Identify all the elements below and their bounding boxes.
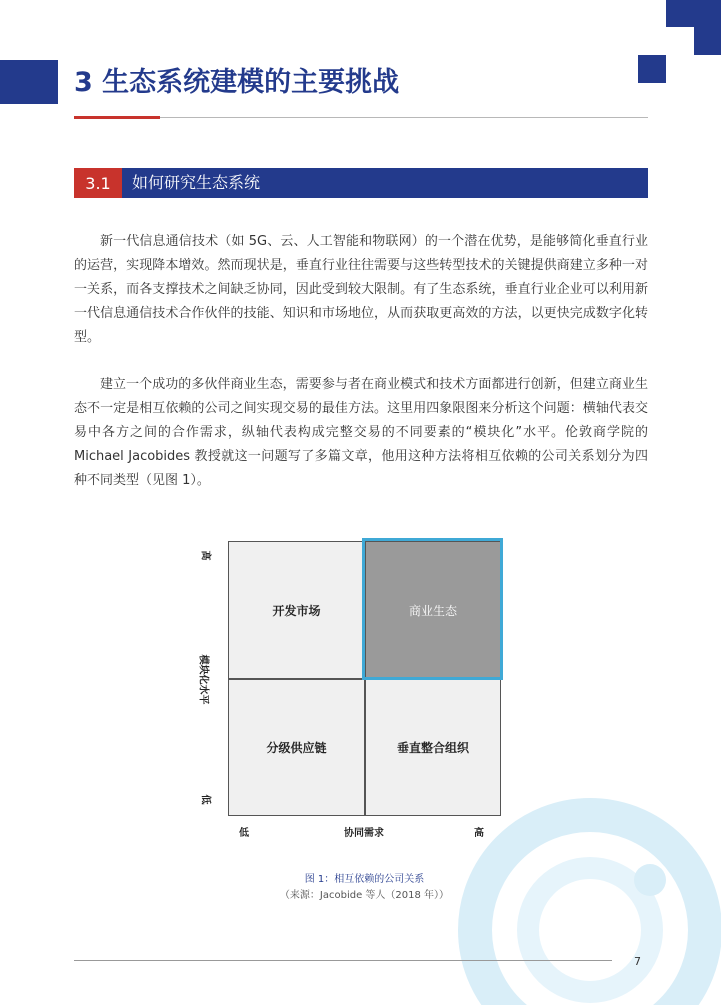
- quadrant-highlight-frame: [362, 538, 503, 680]
- corner-square-mid: [694, 27, 721, 55]
- x-axis-high-label: 高: [474, 828, 484, 839]
- quadrant-bottom-left: 分级供应链: [228, 679, 365, 816]
- title-underline-rule: [160, 117, 648, 118]
- section-number: 3.1: [74, 168, 122, 198]
- y-axis-high-label: 高: [199, 550, 211, 561]
- corner-square-top: [666, 0, 721, 27]
- y-axis-low-label: 低: [199, 794, 211, 805]
- x-axis-low-label: 低: [239, 828, 249, 839]
- page-number: 7: [634, 955, 641, 968]
- section-title: 如何研究生态系统: [132, 173, 261, 192]
- body-paragraph: 新一代信息通信技术（如 5G、云、人工智能和物联网）的一个潜在优势，是能够简化垂直行业的运营，实现降本增效。然而现状是，垂直行业往往需要与这些转型技术的关键提供商建立多种一对一关系，而各支撑技术之间缺乏协同，因此受到较大限制。有了生态系统，垂直行业企业可以利用新一代信息通信技术合作伙伴的技能、知识和市场地位，从而获取更高效的方法，以更快完成数字化转型。: [74, 234, 648, 345]
- quadrant-top-right: 商业生态: [365, 541, 501, 679]
- footer-rule: [74, 960, 612, 961]
- figure-caption: 图 1：相互依赖的公司关系: [304, 874, 425, 885]
- figure-source: （来源：Jacobide 等人（2018 年））: [279, 890, 450, 901]
- body-paragraph: 建立一个成功的多伙伴商业生态，需要参与者在商业模式和技术方面都进行创新，但建立商业生态不一定是相互依赖的公司之间实现交易的最佳方法。这里用四象限图来分析这个问题：横轴代表交易中各方之间的合作需求，纵轴代表构成完整交易的不同要素的“模块化”水平。伦敦商学院的 Michael Jacobides 教授就这一问题写了多篇文章，他用这种方法将相互依赖的公司关系划分为四种不同类型（见图 1）。: [74, 377, 648, 488]
- y-axis-title: 模块化水平: [197, 654, 209, 705]
- corner-square-bottom: [638, 55, 666, 83]
- section-header: [74, 168, 648, 198]
- quadrant-top-left: 开发市场: [228, 541, 365, 679]
- quadrant-bottom-right: 垂直整合组织: [365, 679, 501, 816]
- title-underline-accent: [74, 116, 160, 119]
- chapter-accent-bar: [0, 60, 58, 104]
- x-axis-title: 协同需求: [344, 828, 384, 839]
- chapter-title: 3 生态系统建模的主要挑战: [74, 67, 400, 98]
